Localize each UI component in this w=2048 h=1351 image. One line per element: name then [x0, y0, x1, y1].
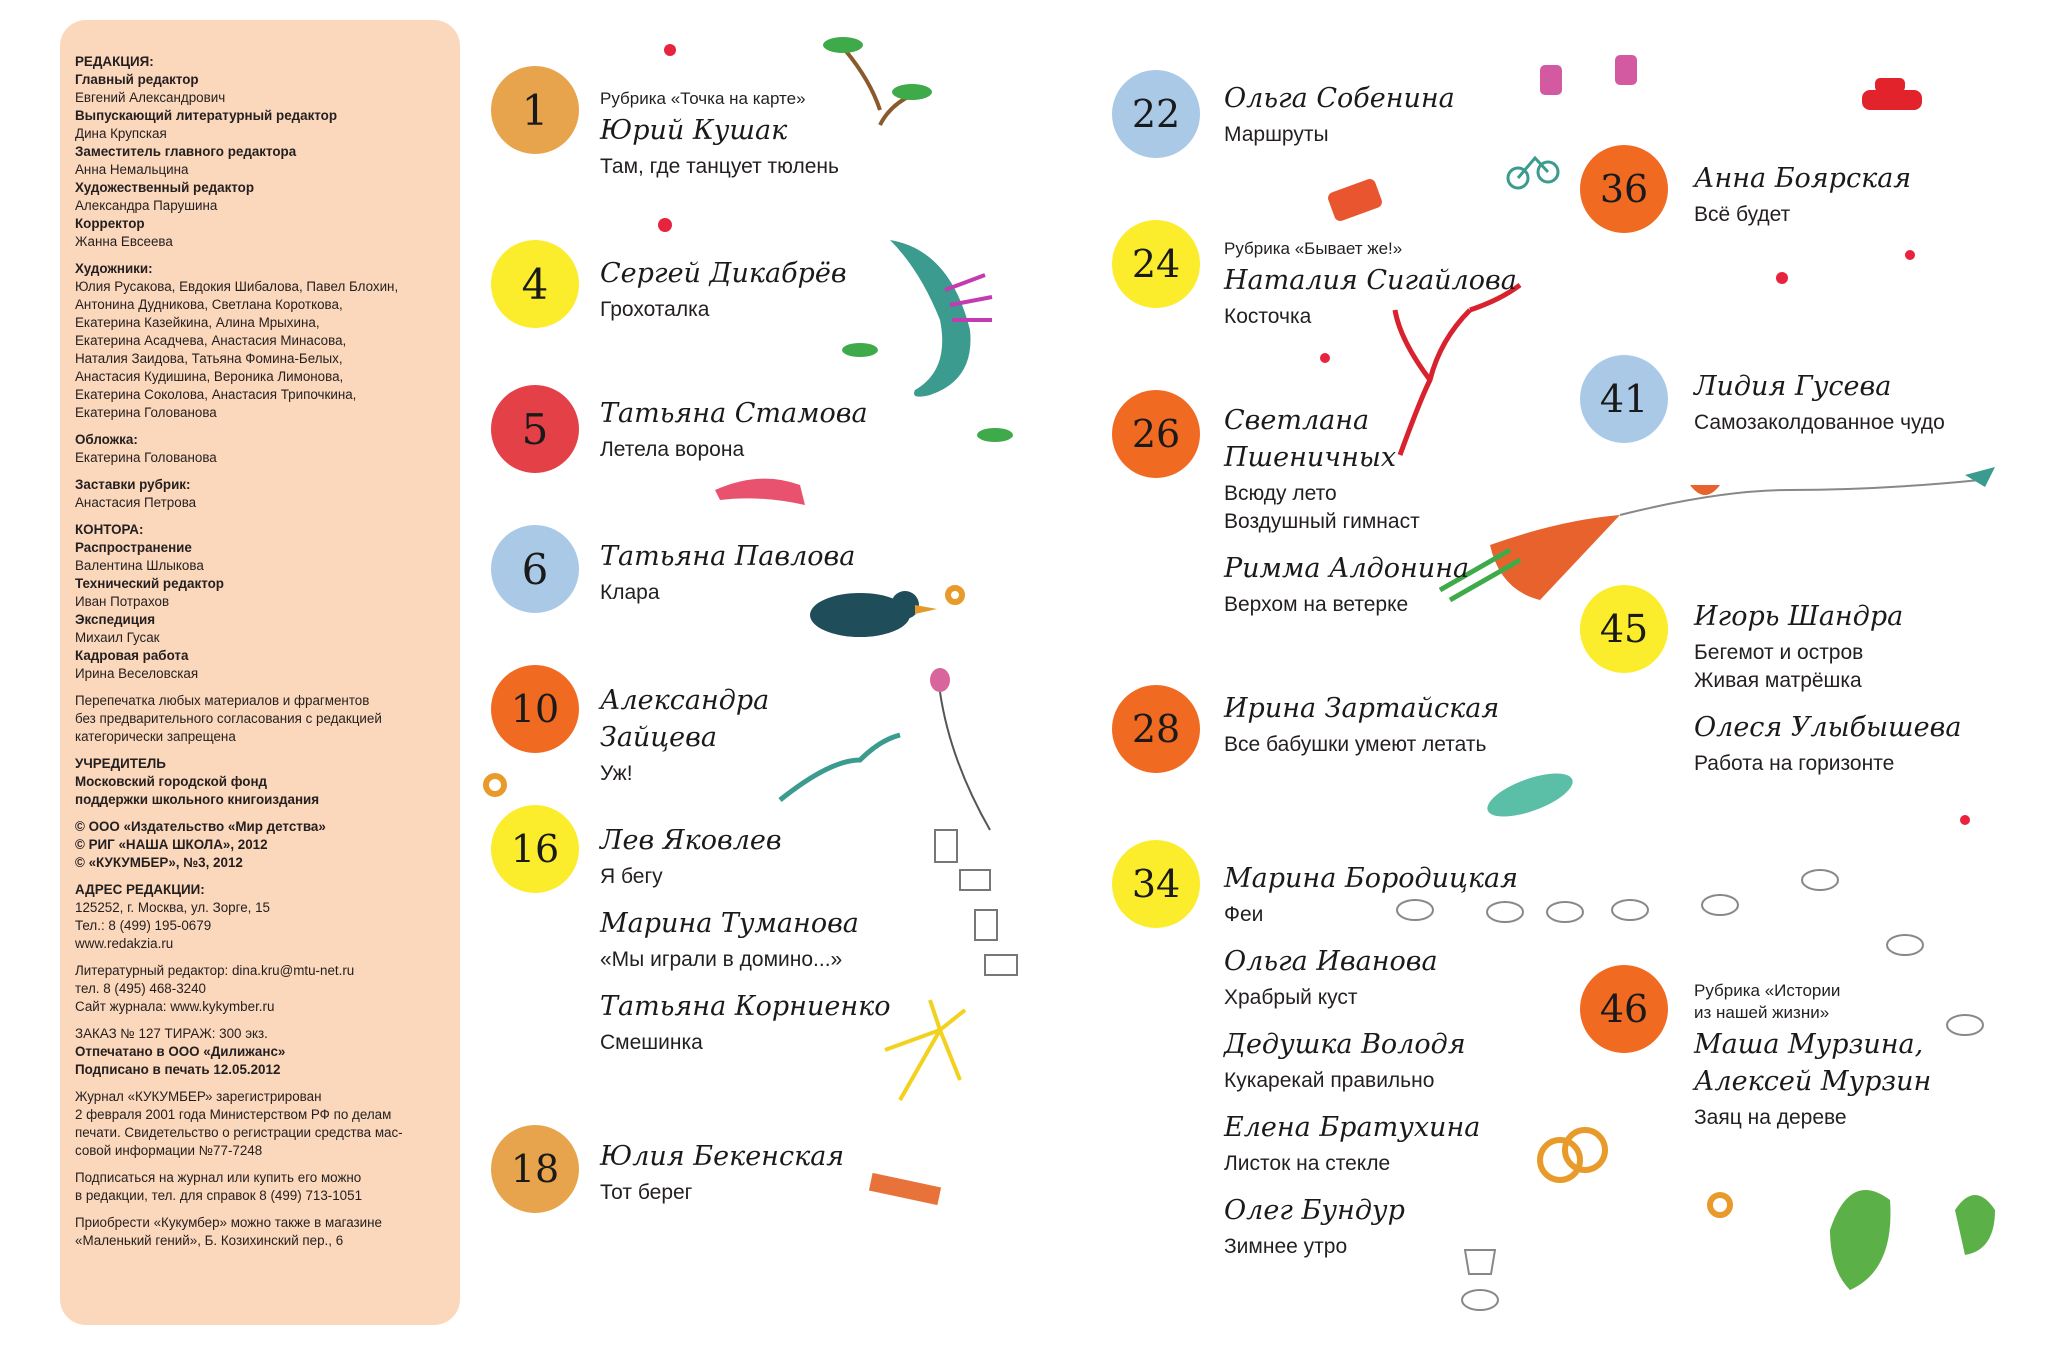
masthead-line: РЕДАКЦИЯ: [75, 54, 154, 69]
masthead-line: Кадровая работа [75, 648, 189, 663]
masthead-line: УЧРЕДИТЕЛЬ [75, 756, 166, 771]
author-name: Ольга Иванова [1224, 946, 1438, 977]
masthead-line: Екатерина Голованова [75, 450, 217, 465]
masthead-line: ЗАКАЗ № 127 ТИРАЖ: 300 экз. [75, 1026, 268, 1041]
masthead-line: Обложка: [75, 432, 138, 447]
page-number-badge: 41 [1580, 355, 1668, 443]
masthead-line: категорически запрещена [75, 729, 236, 744]
bus-icon [1326, 177, 1383, 222]
story-title: Там, где танцует тюлень [600, 155, 839, 178]
page-number-badge: 1 [491, 66, 579, 154]
toc-entry[interactable] [600, 538, 855, 607]
author-name: Дедушка Володя [1224, 1029, 1466, 1060]
author-name: Елена Братухина [1224, 1112, 1481, 1143]
author-name: Ольга Собенина [1224, 83, 1455, 114]
masthead-line: Дина Крупская [75, 126, 167, 141]
story-title: Я бегу [600, 865, 663, 888]
author-name: Игорь Шандра [1694, 601, 1904, 632]
toc-entry[interactable] [1224, 860, 1518, 1261]
masthead-line: Художники: [75, 261, 153, 276]
page-number-badge: 36 [1580, 145, 1668, 233]
page-number-badge: 28 [1112, 685, 1200, 773]
page-number-badge: 34 [1112, 840, 1200, 928]
author-name: Алексей Мурзин [1694, 1066, 1932, 1097]
toc-entry[interactable] [1224, 80, 1455, 149]
dominoes-icon [935, 830, 1017, 975]
story-title: Бегемот и остров [1694, 641, 1864, 664]
author-name: Юлия Бекенская [600, 1141, 845, 1172]
rubric-label: Рубрика «Точка на карте» [600, 89, 806, 108]
masthead-line: Екатерина Голованова [75, 405, 217, 420]
bicycle-icon [1508, 158, 1558, 188]
toc-entry[interactable] [600, 255, 847, 324]
page-number-badge: 4 [491, 240, 579, 328]
masthead-line: Екатерина Асадчева, Анастасия Минасова, [75, 333, 347, 348]
masthead-line: Московский городской фонд [75, 774, 268, 789]
masthead-line: Заставки рубрик: [75, 477, 191, 492]
story-title: Феи [1224, 903, 1264, 926]
author-name: Лидия Гусева [1694, 371, 1892, 402]
masthead-line: Выпускающий литературный редактор [75, 108, 338, 123]
masthead-line: КОНТОРА: [75, 522, 144, 537]
flying-grandmother-icon [1482, 765, 1578, 826]
author-name: Татьяна Павлова [600, 541, 856, 572]
masthead-line: Михаил Гусак [75, 630, 160, 645]
story-title: Все бабушки умеют летать [1224, 733, 1487, 756]
masthead-line: Евгений Александрович [75, 90, 226, 105]
masthead-line: www.redakzia.ru [75, 936, 174, 951]
story-title: Самозаколдованное чудо [1694, 411, 1945, 434]
story-title: Кукарекай правильно [1224, 1069, 1435, 1092]
toc-entry[interactable] [1694, 598, 1961, 778]
page-number-badge: 18 [491, 1125, 579, 1213]
raft-icon [869, 1173, 941, 1205]
story-title: Всюду лето [1224, 482, 1337, 505]
toc-entry[interactable] [1694, 160, 1911, 229]
page-number-badge: 6 [491, 525, 579, 613]
story-title: Летела ворона [600, 438, 745, 461]
masthead-line: Корректор [75, 216, 145, 231]
masthead-line: Приобрести «Кукумбер» можно также в магазине [75, 1215, 382, 1230]
entry-spacer [600, 974, 891, 988]
story-title: Маршруты [1224, 123, 1329, 146]
author-name: Наталия Сигайлова [1224, 265, 1517, 296]
toc-entry[interactable] [600, 822, 891, 1057]
masthead-line: Александра Парушина [75, 198, 218, 213]
page-number-badge: 10 [491, 665, 579, 753]
rubric-label: Рубрика «Истории из нашей жизни» [1694, 981, 1841, 1022]
author-name: Римма Алдонина [1224, 553, 1470, 584]
author-name: Сергей Дикабрёв [600, 258, 847, 289]
masthead-line: поддержки школьного книгоиздания [75, 792, 320, 807]
masthead-line: 125252, г. Москва, ул. Зорге, 15 [75, 900, 270, 915]
masthead-line: © «КУКУМБЕР», №3, 2012 [75, 855, 243, 870]
author-name: Ирина Зартайская [1224, 693, 1500, 724]
masthead-line: в редакции, тел. для справок 8 (499) 713-1051 [75, 1188, 363, 1203]
masthead-line: Наталия Заидова, Татьяна Фомина-Белых, [75, 351, 343, 366]
story-title: Зимнее утро [1224, 1235, 1348, 1258]
entry-spacer [1224, 1178, 1518, 1192]
toc-entry[interactable] [1224, 690, 1499, 759]
toc-entry[interactable] [1224, 402, 1469, 619]
author-name: Зайцева [600, 722, 717, 753]
author-name: Татьяна Стамова [600, 398, 868, 429]
masthead-line: Сайт журнала: www.kykymber.ru [75, 999, 275, 1014]
author-name: Пшеничных [1224, 442, 1397, 473]
masthead-line: 2 февраля 2001 года Министерством РФ по делам [75, 1107, 392, 1122]
masthead-line: Жанна Евсеева [75, 234, 173, 249]
page-number-badge: 5 [491, 385, 579, 473]
page-number-badge: 46 [1580, 965, 1668, 1053]
author-name: Олеся Улыбышева [1694, 712, 1962, 743]
masthead-line: Литературный редактор: dina.kru@mtu-net.ru [75, 963, 355, 978]
masthead-line: Распространение [75, 540, 192, 555]
story-title: «Мы играли в домино...» [600, 948, 843, 971]
masthead-line: Перепечатка любых материалов и фрагментов [75, 693, 370, 708]
author-name: Юрий Кушак [600, 115, 788, 146]
story-title: Работа на горизонте [1694, 752, 1895, 775]
story-title: Воздушный гимнаст [1224, 510, 1420, 533]
snake-icon [780, 735, 900, 800]
entry-spacer [1224, 1095, 1518, 1109]
entry-spacer [1694, 695, 1961, 709]
masthead-line: Тел.: 8 (499) 195-0679 [75, 918, 212, 933]
story-title: Храбрый куст [1224, 986, 1358, 1009]
masthead-line: Главный редактор [75, 72, 199, 87]
author-name: Светлана [1224, 405, 1370, 436]
masthead-line: без предварительного согласования с редакцией [75, 711, 382, 726]
author-name: Олег Бундур [1224, 1195, 1405, 1226]
entry-spacer [1224, 536, 1469, 550]
masthead-line: Ирина Веселовская [75, 666, 199, 681]
masthead-line: © ООО «Издательство «Мир детства» [75, 819, 326, 834]
entry-spacer [1224, 1012, 1518, 1026]
sun-icon [885, 1000, 965, 1100]
story-title: Заяц на дереве [1694, 1106, 1847, 1129]
roosters-icon [1830, 1190, 1995, 1290]
carrot-rocket-icon [1440, 467, 1995, 600]
masthead-line: Художественный редактор [75, 180, 255, 195]
story-title: Уж! [600, 762, 633, 785]
story-title: Грохоталка [600, 298, 710, 321]
author-name: Марина Туманова [600, 908, 859, 939]
masthead-line: Юлия Русакова, Евдокия Шибалова, Павел Блохин, [75, 279, 399, 294]
masthead-line: Заместитель главного редактора [75, 144, 297, 159]
toc-entry[interactable] [600, 88, 839, 181]
toc-entry[interactable] [1694, 368, 1945, 437]
story-title: Верхом на ветерке [1224, 593, 1409, 616]
butterflies-icon [1540, 55, 1637, 95]
story-title: Всё будет [1694, 203, 1791, 226]
masthead-line: Екатерина Казейкина, Алина Мрыхина, [75, 315, 320, 330]
toc-entry[interactable] [1694, 980, 1931, 1132]
masthead-line: Валентина Шлыкова [75, 558, 204, 573]
masthead-line: Журнал «КУКУМБЕР» зарегистрирован [75, 1089, 322, 1104]
story-title: Тот берег [600, 1181, 693, 1204]
page-number-badge: 26 [1112, 390, 1200, 478]
author-name: Александра [600, 685, 770, 716]
toc-entry[interactable] [600, 395, 868, 464]
page-number-badge: 16 [491, 805, 579, 893]
masthead-line: © РИГ «НАША ШКОЛА», 2012 [75, 837, 268, 852]
story-title: Смешинка [600, 1031, 703, 1054]
story-title: Живая матрёшка [1694, 669, 1862, 692]
masthead-line: Антонина Дудникова, Светлана Короткова, [75, 297, 343, 312]
masthead-line: Подписано в печать 12.05.2012 [75, 1062, 281, 1077]
masthead-line: Экспедиция [75, 612, 156, 627]
author-name: Татьяна Корниенко [600, 991, 891, 1022]
entry-spacer [1224, 929, 1518, 943]
masthead-line: Анастасия Кудишина, Вероника Лимонова, [75, 369, 344, 384]
author-name: Марина Бородицкая [1224, 863, 1518, 894]
masthead-line: Технический редактор [75, 576, 224, 591]
page-number-badge: 24 [1112, 220, 1200, 308]
toc-entry[interactable] [600, 682, 769, 788]
rubric-label: Рубрика «Бывает же!» [1224, 239, 1403, 258]
story-title: Клара [600, 581, 660, 604]
scarf-icon [715, 479, 805, 505]
toc-entry[interactable] [600, 1138, 844, 1207]
masthead-line: АДРЕС РЕДАКЦИИ: [75, 882, 205, 897]
toc-entry[interactable] [1224, 238, 1517, 331]
palm-leaves-icon [823, 37, 1013, 442]
author-name: Маша Мурзина, [1694, 1029, 1924, 1060]
masthead-line: Иван Потрахов [75, 594, 170, 609]
masthead-line: совой информации №77-7248 [75, 1143, 263, 1158]
masthead-line: Анна Немальцина [75, 162, 189, 177]
dolphin-icon [890, 240, 992, 397]
page-number-badge: 22 [1112, 70, 1200, 158]
masthead-line: Анастасия Петрова [75, 495, 197, 510]
entry-spacer [600, 891, 891, 905]
author-name: Лев Яковлев [600, 825, 782, 856]
balloon-icon [930, 668, 990, 830]
story-title: Косточка [1224, 305, 1312, 328]
story-title: Листок на стекле [1224, 1152, 1391, 1175]
masthead-line: Подписаться на журнал или купить его можно [75, 1170, 362, 1185]
car-icon [1862, 78, 1922, 110]
masthead-line: Екатерина Соколова, Анастасия Трипочкина, [75, 387, 357, 402]
author-name: Анна Боярская [1694, 163, 1912, 194]
masthead-line: печати. Свидетельство о регистрации средства мас- [75, 1125, 403, 1140]
page-number-badge: 45 [1580, 585, 1668, 673]
masthead-line: Отпечатано в ООО «Дилижанс» [75, 1044, 286, 1059]
masthead-line: тел. 8 (495) 468-3240 [75, 981, 206, 996]
masthead-line: «Маленький гений», Б. Козихинский пер., 6 [75, 1233, 344, 1248]
